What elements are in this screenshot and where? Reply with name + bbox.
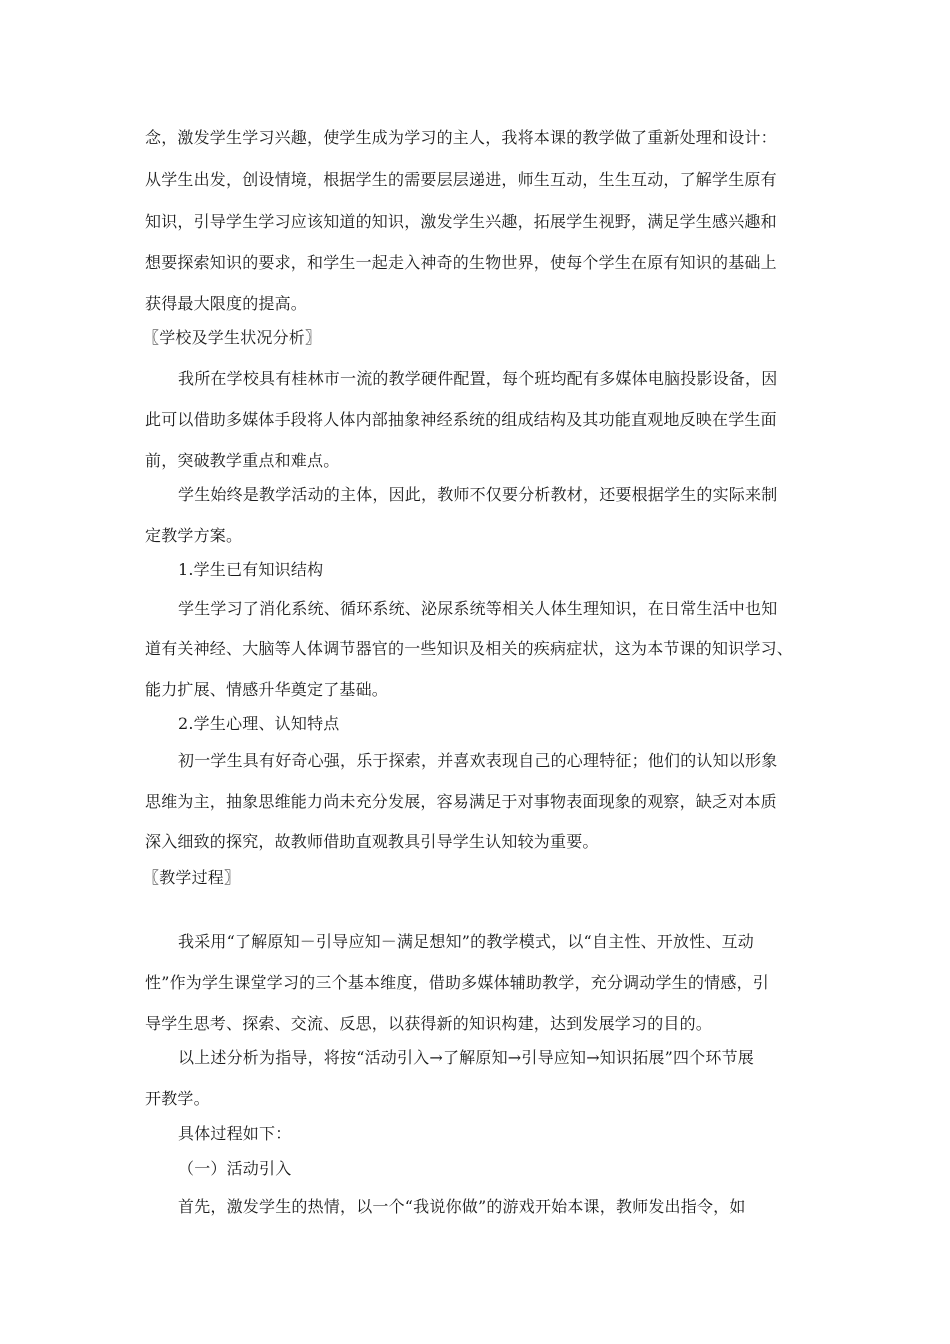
process-para2-line-2: 开教学。 xyxy=(145,1089,210,1108)
activity-line-1: 首先，激发学生的热情，以一个“我说你做”的游戏开始本课，教师发出指令，如 xyxy=(178,1197,746,1216)
school-para1-line-3: 前，突破教学重点和难点。 xyxy=(145,451,340,470)
process-para2-line-1: 以上述分析为指导，将按“活动引入→了解原知→引导应知→知识拓展”四个环节展 xyxy=(178,1048,754,1067)
subheading-activity: （一）活动引入 xyxy=(178,1159,292,1178)
intro-line-1: 念，激发学生学习兴趣，使学生成为学习的主人，我将本课的教学做了重新处理和设计： xyxy=(145,128,777,147)
psych-line-2: 思维为主，抽象思维能力尚未充分发展，容易满足于对事物表面现象的观察，缺乏对本质 xyxy=(145,792,777,811)
intro-line-4: 想要探索知识的要求，和学生一起走入神奇的生物世界，使每个学生在原有知识的基础上 xyxy=(145,253,777,272)
psych-line-3: 深入细致的探究，故教师借助直观教具引导学生认知较为重要。 xyxy=(145,832,599,851)
intro-line-5: 获得最大限度的提高。 xyxy=(145,294,308,313)
knowledge-line-3: 能力扩展、情感升华奠定了基础。 xyxy=(145,680,389,699)
school-para2-line-2: 定教学方案。 xyxy=(145,526,243,545)
section-heading-school: 〖学校及学生状况分析〗 xyxy=(143,328,322,347)
psych-line-1: 初一学生具有好奇心强，乐于探索，并喜欢表现自己的心理特征；他们的认知以形象 xyxy=(178,751,778,770)
intro-line-2: 从学生出发，创设情境，根据学生的需要层层递进，师生互动，生生互动，了解学生原有 xyxy=(145,170,777,189)
school-para1-line-2: 此可以借助多媒体手段将人体内部抽象神经系统的组成结构及其功能直观地反映在学生面 xyxy=(145,410,777,429)
intro-line-3: 知识，引导学生学习应该知道的知识，激发学生兴趣，拓展学生视野，满足学生感兴趣和 xyxy=(145,212,777,231)
school-para1-line-1: 我所在学校具有桂林市一流的教学硬件配置，每个班均配有多媒体电脑投影设备，因 xyxy=(178,369,778,388)
section-heading-process: 〖教学过程〗 xyxy=(143,868,241,887)
subheading-knowledge: 1.学生已有知识结构 xyxy=(178,560,324,579)
process-para3: 具体过程如下： xyxy=(178,1124,292,1143)
process-para1-line-2: 性”作为学生课堂学习的三个基本维度，借助多媒体辅助教学，充分调动学生的情感，引 xyxy=(145,973,769,992)
school-para2-line-1: 学生始终是教学活动的主体，因此，教师不仅要分析教材，还要根据学生的实际来制 xyxy=(178,485,778,504)
process-para1-line-1: 我采用“了解原知－引导应知－满足想知”的教学模式，以“自主性、开放性、互动 xyxy=(178,932,754,951)
process-para1-line-3: 导学生思考、探索、交流、反思，以获得新的知识构建，达到发展学习的目的。 xyxy=(145,1014,713,1033)
knowledge-line-1: 学生学习了消化系统、循环系统、泌尿系统等相关人体生理知识，在日常生活中也知 xyxy=(178,599,778,618)
knowledge-line-2: 道有关神经、大脑等人体调节器官的一些知识及相关的疾病症状，这为本节课的知识学习、 xyxy=(145,639,794,658)
subheading-psychology: 2.学生心理、认知特点 xyxy=(178,714,340,733)
